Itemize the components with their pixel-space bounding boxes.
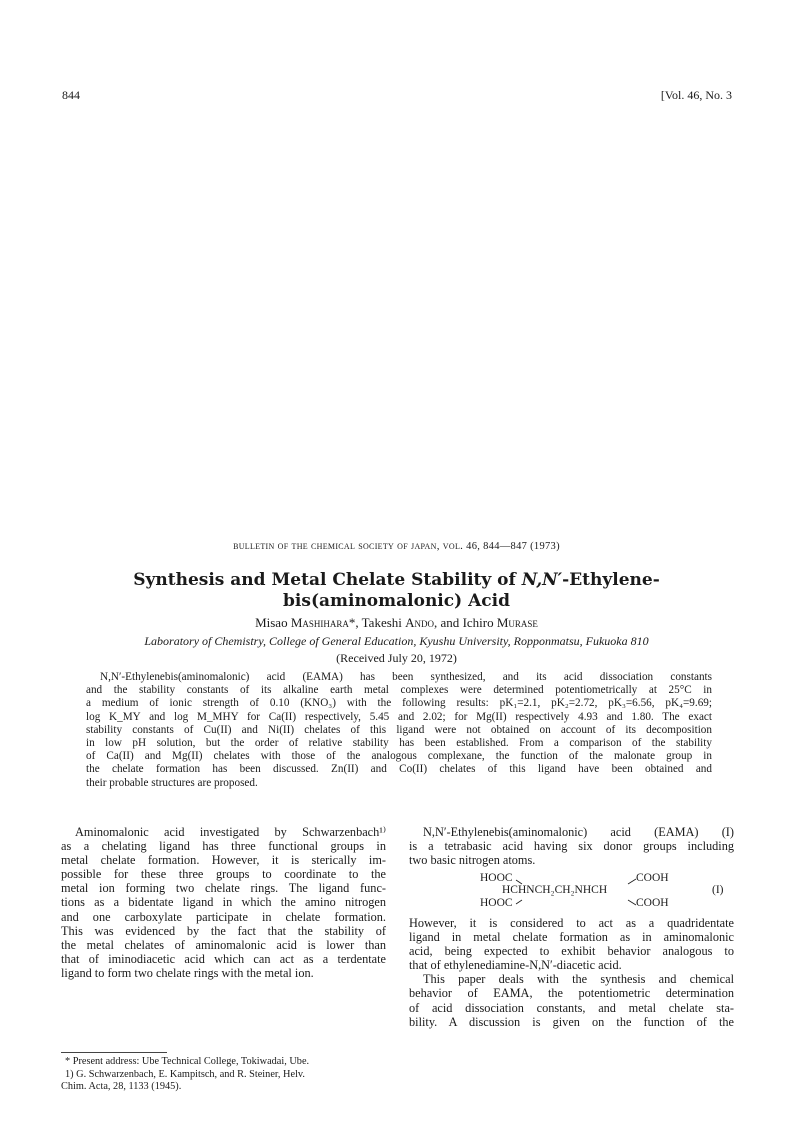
formula-top-left: HOOC <box>480 872 513 884</box>
abstract-line: stability constants of Cu(II) and Ni(II) chelates of this ligand were not obtained on account of its decomposition <box>86 723 712 736</box>
received-date: (Received July 20, 1972) <box>336 651 457 665</box>
footnote-line: * Present address: Ube Technical College, Tokiwadai, Ube. <box>65 1056 310 1067</box>
author-mark: *, <box>348 615 362 630</box>
title-text: Synthesis and Metal Chelate Stability of <box>133 570 522 590</box>
article-title <box>90 570 703 612</box>
right-column-text-top <box>409 825 734 867</box>
bond-line <box>516 900 522 904</box>
body-line: Aminomalonic acid investigated by Schwarzenbach¹⁾ <box>75 825 386 839</box>
abstract-line: log K_MY and log M_MHY for Ca(II) respectively, 5.45 and 2.02; for Mg(II) respectively 4.93 and 1.80. The exact <box>86 710 712 723</box>
formula-middle: HCHNCH₂CH₂NHCH <box>502 884 608 896</box>
author-surname: Murase <box>496 615 538 630</box>
abstract-line: and the stability constants of its alkaline earth metal complexes were determined potentiometrically at 25°C in <box>86 684 712 697</box>
journal-citation-line <box>0 540 793 552</box>
body-line: the metal chelates of aminomalonic acid is lower than <box>61 937 386 952</box>
author-given-name: Takeshi <box>361 615 406 630</box>
body-line: ligand to form two chelate rings with the metal ion. <box>61 965 314 980</box>
left-column-text <box>61 825 386 980</box>
volume-label: [Vol. 46, No. 3 <box>660 88 732 102</box>
bond-line <box>628 900 636 905</box>
body-line: that of ethylenediamine-N,N′-diacetic acid. <box>409 958 622 973</box>
formula-bonds <box>450 872 740 912</box>
bond-line <box>628 879 636 884</box>
author-surname: Mashihara <box>290 615 349 630</box>
chemical-structure-formula <box>450 872 740 912</box>
body-line: metal ion forming two chelate rings. The ligand func- <box>61 881 386 896</box>
formula-bottom-right: COOH <box>636 897 669 909</box>
abstract-line: their probable structures are proposed. <box>86 776 258 789</box>
formula-top-right: COOH <box>636 872 669 884</box>
body-line: that of iminodiacetic acid which can act as a terdentate <box>61 951 386 966</box>
title-line-2: bis(aminomalonic) Acid <box>283 591 510 611</box>
journal-issue: 46, 844—847 (1973) <box>466 541 560 552</box>
body-line: two basic nitrogen atoms. <box>409 853 536 868</box>
footnote-line: 1) G. Schwarzenbach, E. Kampitsch, and R. Steiner, Helv. <box>65 1068 305 1080</box>
body-line: ligand in metal chelate formation as in aminomalonic <box>409 930 734 945</box>
footnote-divider <box>61 1052 167 1053</box>
page-number: 844 <box>62 88 80 102</box>
title-line-1 <box>90 570 703 591</box>
author-list <box>0 615 793 631</box>
body-line: and one carboxylate participate in chelate formation. <box>61 909 386 924</box>
body-line: This paper deals with the synthesis and chemical <box>423 972 734 987</box>
abstract <box>86 671 712 790</box>
formula-label: (I) <box>712 884 724 896</box>
title-italic: N,N′ <box>521 570 563 590</box>
body-line: behavior of EAMA, the potentiometric determination <box>409 986 734 1001</box>
bond-line <box>516 880 522 884</box>
body-line: is a tetrabasic acid having six donor groups including <box>409 839 734 854</box>
abstract-line: N,N′-Ethylenebis(aminomalonic) acid (EAMA) has been synthesized, and its acid dissociation constants <box>100 671 712 683</box>
body-line: bility. A discussion is given on the function of the <box>409 1014 734 1029</box>
right-column-text-bottom <box>409 916 734 1029</box>
body-line: metal chelate formation. However, it is sterically im- <box>61 853 386 868</box>
author-given-name: Ichiro <box>462 615 497 630</box>
author-given-name: Misao <box>255 615 291 630</box>
body-line: acid, being expected to exhibit behavior analogous to <box>409 944 734 959</box>
journal-name: bulletin of the chemical society of japan, vol. <box>233 540 464 552</box>
formula-bottom-left: HOOC <box>480 897 513 909</box>
body-line: N,N′-Ethylenebis(aminomalonic) acid (EAMA) (I) <box>423 825 734 839</box>
abstract-line: the chelate formation has been discussed. Zn(II) and Co(II) chelates of this ligand have been obtained and <box>86 763 712 776</box>
body-line: However, it is considered to act as a quadridentate <box>409 916 734 930</box>
author-surname: Ando <box>405 615 435 630</box>
footnote-line: Chim. Acta, 28, 1133 (1945). <box>61 1081 182 1093</box>
abstract-line: in low pH solution, but the order of relative stability has been established. From a comparison of the stability <box>86 736 712 749</box>
title-tail: -Ethylene- <box>562 570 660 590</box>
body-line: tions as a bidentate ligand in which the amino nitrogen <box>61 895 386 910</box>
body-line: of acid dissociation constants, and metal chelate sta- <box>409 1000 734 1015</box>
affiliation: Laboratory of Chemistry, College of General Education, Kyushu University, Ropponmatsu, Fukuoka 810 <box>144 634 649 648</box>
author-conjunction: , and <box>434 615 463 630</box>
body-line: as a chelating ligand has three functional groups in <box>61 839 386 854</box>
footnotes <box>61 1056 386 1094</box>
body-line: possible for these three groups to coordinate to the <box>61 867 386 882</box>
abstract-line: a medium of ionic strength of 0.10 (KNO₃) with the following results: pK₁=2.1, pK₂=2.72, pK₃=6.56, pK₄=9.69; <box>86 697 712 710</box>
abstract-line: of Ca(II) and Mg(II) chelates with those of the analogous complexane, the function of the malonate group in <box>86 750 712 763</box>
body-line: This was evidenced by the fact that the stability of <box>61 923 386 938</box>
